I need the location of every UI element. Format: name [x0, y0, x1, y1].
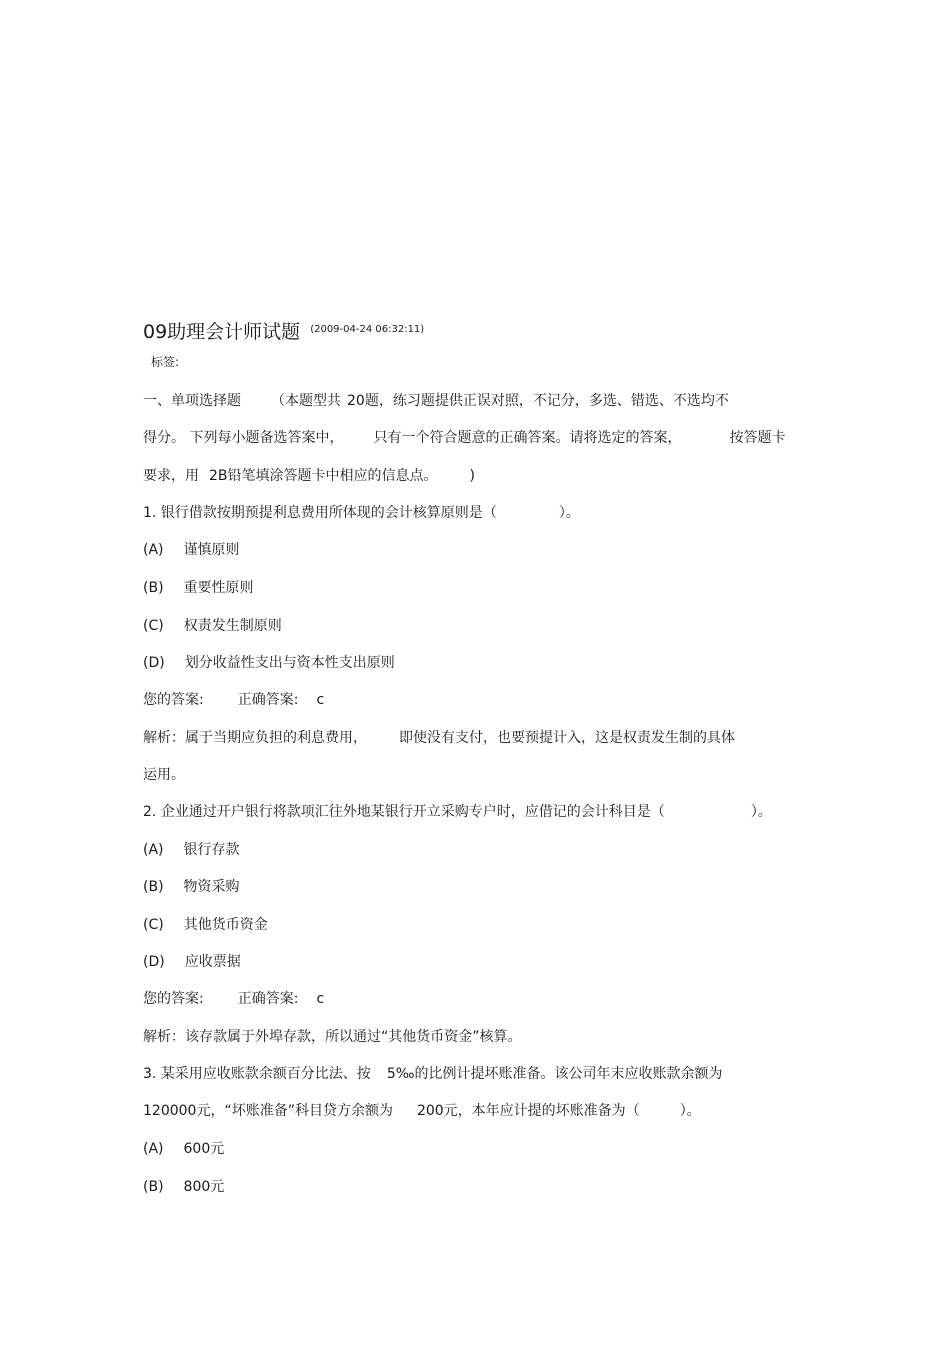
q2-analysis: 解析：该存款属于外埠存款，所以通过“其他货币资金”核算。 [143, 1029, 522, 1045]
section-intro-line-1 [143, 391, 729, 411]
option-text: 600元 [183, 1141, 225, 1157]
question-text: ）。 [750, 804, 772, 820]
question-text: 2. 企业通过开户银行将款项汇往外地某银行开立采购专户时，应借记的会计科目是（ [143, 804, 665, 820]
doc-title: 09助理会计师试题 [143, 321, 301, 343]
option-label: (B) [143, 879, 164, 895]
question-text: 200元，本年应计提的坏账准备为（ [416, 1103, 640, 1119]
q1-option-b [143, 578, 254, 598]
q1-analysis-line-2: 运用。 [143, 767, 185, 783]
option-label: (C) [143, 618, 164, 634]
question-text: 120000元，“坏账准备”科目贷方余额为 [143, 1103, 393, 1119]
intro-text: 只有一个符合题意的正确答案。请将选定的答案， [373, 430, 682, 446]
option-text: 800元 [183, 1179, 225, 1195]
option-label: (A) [143, 842, 164, 858]
q1-answer [143, 690, 324, 710]
option-text: 划分收益性支出与资本性支出原则 [184, 655, 395, 671]
intro-text: （本题型共 [271, 393, 341, 409]
intro-text: ) [469, 468, 475, 484]
q1-option-c [143, 616, 282, 636]
option-label: (D) [143, 954, 165, 970]
q1-analysis-line-1 [143, 728, 735, 748]
q1-option-a [143, 540, 240, 560]
correct-answer-value: c [316, 692, 325, 708]
option-text: 其他货币资金 [183, 917, 268, 933]
q3-option-a [143, 1139, 224, 1159]
your-answer-label: 您的答案: [143, 692, 204, 708]
section-intro-line-3 [143, 466, 475, 486]
q3-option-b [143, 1177, 224, 1197]
question-text: ）。 [558, 505, 580, 521]
q2-option-d [143, 952, 241, 972]
q2-stem [143, 802, 772, 822]
option-text: 银行存款 [183, 842, 240, 858]
section-heading: 一、单项选择题 [143, 393, 241, 409]
option-label: (D) [143, 655, 165, 671]
tags-label: 标签: [151, 355, 180, 369]
intro-text: 要求，用 [143, 468, 199, 484]
correct-answer-label: 正确答案: [237, 991, 299, 1007]
analysis-text: 即使没有支付，也要预提计入，这是权责发生制的具体 [399, 730, 735, 746]
question-text: 1. 银行借款按期预提利息费用所体现的会计核算原则是（ [143, 505, 497, 521]
option-label: (B) [143, 1179, 164, 1195]
intro-text: 20题，练习题提供正误对照，不记分，多选、错选、不选均不 [347, 393, 729, 409]
option-label: (A) [143, 542, 164, 558]
intro-text: 2B铅笔填涂答题卡中相应的信息点。 [209, 468, 438, 484]
q2-option-a [143, 840, 240, 860]
option-text: 权责发生制原则 [183, 618, 282, 634]
intro-text: 按答题卡 [729, 430, 786, 446]
your-answer-label: 您的答案: [143, 991, 204, 1007]
question-text: 5‰的比例计提坏账准备。该公司年末应收账款余额为 [386, 1066, 723, 1082]
question-text: ）。 [679, 1103, 701, 1119]
correct-answer-value: c [316, 991, 325, 1007]
option-label: (C) [143, 917, 164, 933]
option-text: 谨慎原则 [183, 542, 240, 558]
q2-option-b [143, 877, 240, 897]
intro-text: 得分。 下列每小题备选答案中， [143, 430, 344, 446]
analysis-text: 解析：属于当期应负担的利息费用， [143, 730, 367, 746]
section-intro-line-2 [143, 428, 785, 448]
q1-stem [143, 503, 580, 523]
q1-option-d [143, 653, 395, 673]
q3-stem-line-1 [143, 1064, 723, 1084]
option-text: 物资采购 [183, 879, 240, 895]
doc-timestamp: (2009-04-24 06:32:11) [310, 324, 425, 335]
correct-answer-label: 正确答案: [237, 692, 299, 708]
question-text: 3. 某采用应收账款余额百分比法、按 [143, 1066, 371, 1082]
q2-option-c [143, 915, 268, 935]
doc-title-line [143, 318, 424, 344]
q2-answer [143, 989, 324, 1009]
option-text: 重要性原则 [183, 580, 254, 596]
option-text: 应收票据 [184, 954, 241, 970]
option-label: (B) [143, 580, 164, 596]
q3-stem-line-2 [143, 1101, 701, 1121]
option-label: (A) [143, 1141, 164, 1157]
